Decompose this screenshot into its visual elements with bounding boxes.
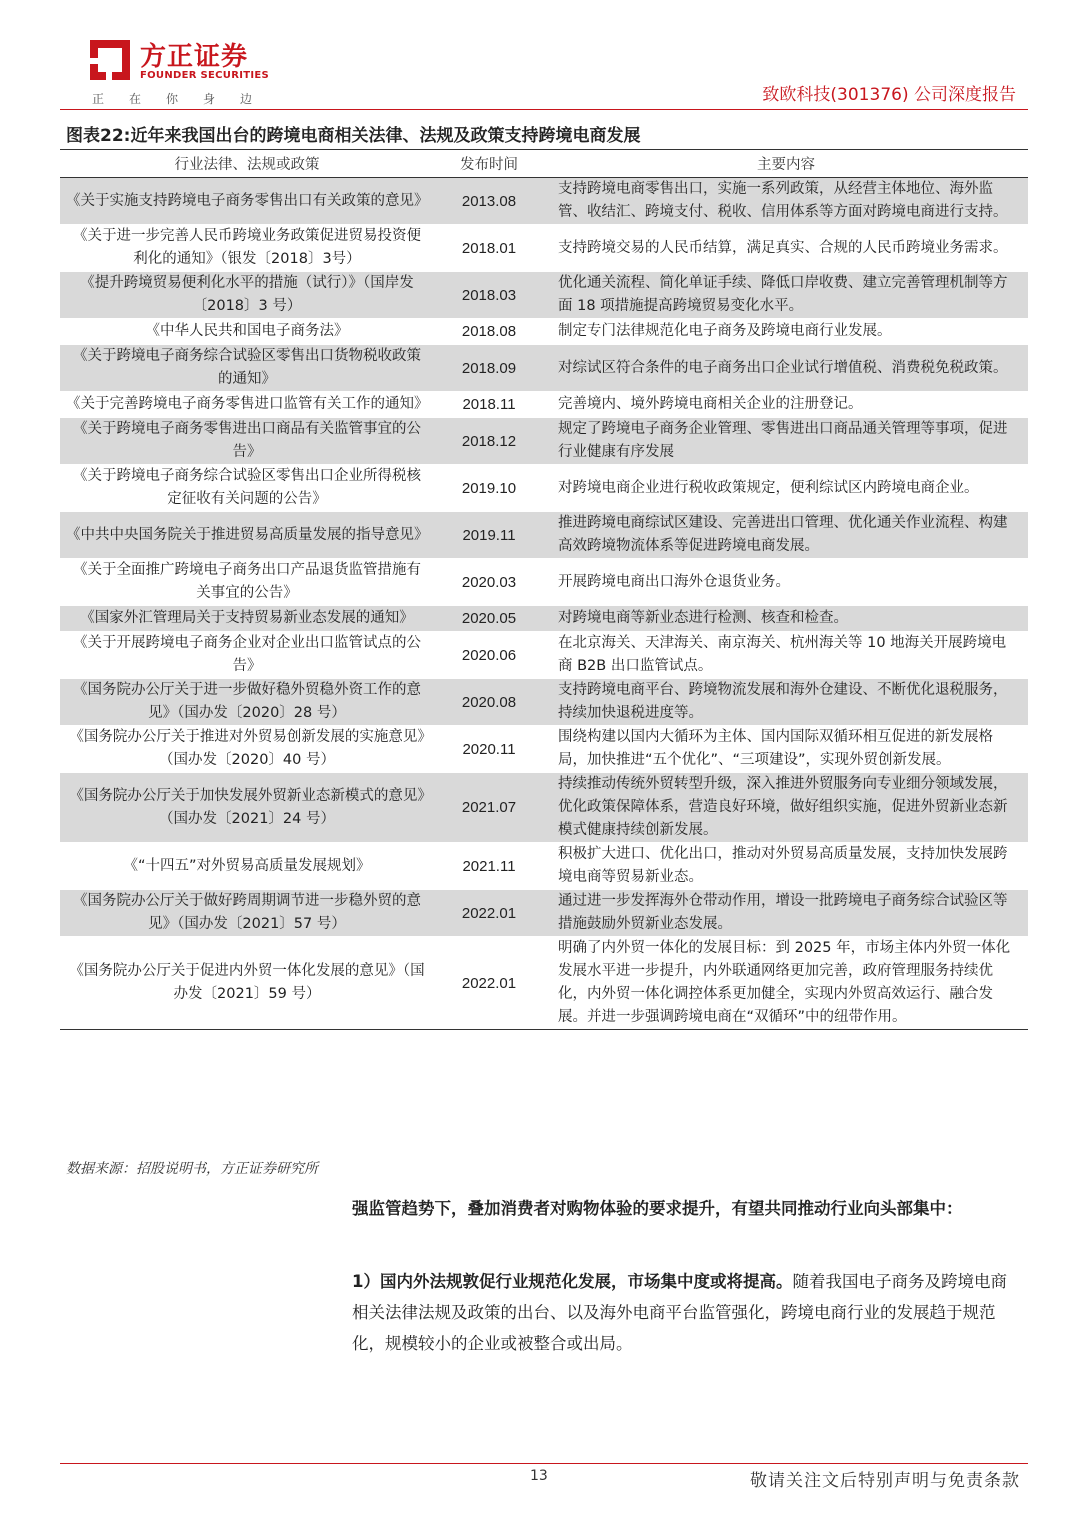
law-cell: 《“十四五”对外贸易高质量发展规划》 (60, 843, 434, 890)
table-row (60, 632, 1028, 679)
table-row (60, 843, 1028, 890)
column-header-content: 主要内容 (544, 150, 1028, 178)
content-cell: 通过进一步发挥海外仓带动作用，增设一批跨境电子商务综合试验区等措施鼓励外贸新业态发展。 (544, 890, 1028, 937)
law-cell: 《中华人民共和国电子商务法》 (60, 319, 434, 345)
brand-name-en: FOUNDER SECURITIES (140, 70, 270, 81)
table-row (60, 726, 1028, 773)
content-cell: 持续推动传统外贸转型升级，深入推进外贸服务向专业细分领域发展，优化政策保障体系，营造良好环境，做好组织实施，促进外贸新业态新模式健康持续创新发展。 (544, 773, 1028, 843)
law-cell: 《关于实施支持跨境电子商务零售出口有关政策的意见》 (60, 178, 434, 225)
summary-paragraph: 强监管趋势下，叠加消费者对购物体验的要求提升，有望共同推动行业向头部集中： (352, 1199, 963, 1218)
table-row (60, 512, 1028, 559)
date-cell: 2022.01 (434, 890, 544, 937)
content-cell: 规定了跨境电子商务企业管理、零售进出口商品通关管理等事项，促进行业健康有序发展 (544, 418, 1028, 465)
date-cell: 2020.03 (434, 559, 544, 606)
content-cell: 对跨境电商等新业态进行检测、核查和检查。 (544, 606, 1028, 632)
column-header-date: 发布时间 (434, 150, 544, 178)
date-cell: 2020.05 (434, 606, 544, 632)
content-cell: 明确了内外贸一体化的发展目标：到 2025 年，市场主体内外贸一体化发展水平进一步提升，内外联通网络更加完善，政府管理服务持续优化，内外贸一体化调控体系更加健全，实现内外贸高效运行、融合发展。并进一步强调跨境电商在“双循环”中的纽带作用。 (544, 937, 1028, 1030)
law-cell: 《关于开展跨境电子商务企业对企业出口监管试点的公告》 (60, 632, 434, 679)
law-cell: 《国务院办公厅关于进一步做好稳外贸稳外资工作的意见》（国办发〔2020〕28 号） (60, 679, 434, 726)
footer-divider (60, 1463, 1028, 1464)
date-cell: 2018.11 (434, 392, 544, 418)
law-cell: 《国家外汇管理局关于支持贸易新业态发展的通知》 (60, 606, 434, 632)
table-row (60, 465, 1028, 512)
law-cell: 《提升跨境贸易便利化水平的措施（试行）》（国岸发〔2018〕3 号） (60, 272, 434, 319)
content-cell: 对综试区符合条件的电子商务出口企业试行增值税、消费税免税政策。 (544, 345, 1028, 392)
figure-title: 图表22:近年来我国出台的跨境电商相关法律、法规及政策支持跨境电商发展 (66, 126, 641, 146)
date-cell: 2019.10 (434, 465, 544, 512)
date-cell: 2018.09 (434, 345, 544, 392)
table-row (60, 272, 1028, 319)
point-1-text: 随着我国电子商务及跨境电商相关法律法规及政策的出台、以及海外电商平台监管强化，跨境电商行业的发展趋于规范化，规模较小的企业或被整合或出局。 (352, 1272, 1007, 1353)
date-cell: 2018.12 (434, 418, 544, 465)
law-cell: 《关于跨境电子商务综合试验区零售出口企业所得税核定征收有关问题的公告》 (60, 465, 434, 512)
date-cell: 2020.06 (434, 632, 544, 679)
table-row (60, 319, 1028, 345)
content-cell: 在北京海关、天津海关、南京海关、杭州海关等 10 地海关开展跨境电商 B2B 出口监管试点。 (544, 632, 1028, 679)
disclaimer-note: 敬请关注文后特别声明与免责条款 (750, 1471, 1020, 1491)
content-cell: 支持跨境交易的人民币结算，满足真实、合规的人民币跨境业务需求。 (544, 225, 1028, 272)
content-cell: 对跨境电商企业进行税收政策规定，便利综试区内跨境电商企业。 (544, 465, 1028, 512)
page-header (0, 0, 1080, 120)
content-cell: 优化通关流程、简化单证手续、降低口岸收费、建立完善管理机制等方面 18 项措施提高跨境贸易变化水平。 (544, 272, 1028, 319)
content-cell: 围绕构建以国内大循环为主体、国内国际双循环相互促进的新发展格局，加快推进“五个优化”、“三项建设”，实现外贸创新发展。 (544, 726, 1028, 773)
table-row (60, 606, 1028, 632)
table-row (60, 890, 1028, 937)
column-header-law: 行业法律、法规或政策 (60, 150, 434, 178)
brand-slogan: 正在你身边 (92, 92, 278, 106)
table-row (60, 679, 1028, 726)
page-number: 13 (530, 1468, 548, 1484)
table-row (60, 937, 1028, 1030)
date-cell: 2018.01 (434, 225, 544, 272)
data-source-note: 数据来源：招股说明书，方正证券研究所 (66, 1161, 318, 1177)
policy-table (60, 149, 1028, 1030)
table-row (60, 225, 1028, 272)
law-cell: 《关于完善跨境电子商务零售进口监管有关工作的通知》 (60, 392, 434, 418)
content-cell: 积极扩大进口、优化出口，推动对外贸易高质量发展，支持加快发展跨境电商等贸易新业态。 (544, 843, 1028, 890)
law-cell: 《关于全面推广跨境电子商务出口产品退货监管措施有关事宜的公告》 (60, 559, 434, 606)
content-cell: 支持跨境电商零售出口，实施一系列政策，从经营主体地位、海外监管、收结汇、跨境支付、税收、信用体系等方面对跨境电商进行支持。 (544, 178, 1028, 225)
date-cell: 2020.11 (434, 726, 544, 773)
table-row (60, 559, 1028, 606)
date-cell: 2018.03 (434, 272, 544, 319)
law-cell: 《关于跨境电子商务零售进出口商品有关监管事宜的公告》 (60, 418, 434, 465)
content-cell: 开展跨境电商出口海外仓退货业务。 (544, 559, 1028, 606)
law-cell: 《国务院办公厅关于促进内外贸一体化发展的意见》（国办发〔2021〕59 号） (60, 937, 434, 1030)
date-cell: 2020.08 (434, 679, 544, 726)
date-cell: 2018.08 (434, 319, 544, 345)
date-cell: 2021.11 (434, 843, 544, 890)
content-cell: 完善境内、境外跨境电商相关企业的注册登记。 (544, 392, 1028, 418)
founder-logo-icon (88, 38, 132, 82)
law-cell: 《国务院办公厅关于做好跨周期调节进一步稳外贸的意见》（国办发〔2021〕57 号） (60, 890, 434, 937)
header-divider (60, 109, 1028, 110)
table-row (60, 773, 1028, 843)
law-cell: 《国务院办公厅关于推进对外贸易创新发展的实施意见》（国办发〔2020〕40 号） (60, 726, 434, 773)
law-cell: 《关于跨境电子商务综合试验区零售出口货物税收政策的通知》 (60, 345, 434, 392)
date-cell: 2019.11 (434, 512, 544, 559)
point-1-paragraph (352, 1266, 1020, 1359)
point-1-heading: 1）国内外法规敦促行业规范化发展，市场集中度或将提高。 (352, 1272, 793, 1291)
report-title: 致欧科技(301376) 公司深度报告 (762, 85, 1016, 105)
content-cell: 推进跨境电商综试区建设、完善进出口管理、优化通关作业流程、构建高效跨境物流体系等促进跨境电商发展。 (544, 512, 1028, 559)
date-cell: 2022.01 (434, 937, 544, 1030)
table-row (60, 392, 1028, 418)
content-cell: 支持跨境电商平台、跨境物流发展和海外仓建设、不断优化退税服务，持续加快退税进度等。 (544, 679, 1028, 726)
table-header-row (60, 150, 1028, 178)
law-cell: 《国务院办公厅关于加快发展外贸新业态新模式的意见》（国办发〔2021〕24 号） (60, 773, 434, 843)
brand-name-cn: 方正证券 (140, 42, 249, 72)
table-row (60, 345, 1028, 392)
table-row (60, 178, 1028, 225)
table-row (60, 418, 1028, 465)
law-cell: 《中共中央国务院关于推进贸易高质量发展的指导意见》 (60, 512, 434, 559)
date-cell: 2013.08 (434, 178, 544, 225)
content-cell: 制定专门法律规范化电子商务及跨境电商行业发展。 (544, 319, 1028, 345)
law-cell: 《关于进一步完善人民币跨境业务政策促进贸易投资便利化的通知》（银发〔2018〕3号） (60, 225, 434, 272)
date-cell: 2021.07 (434, 773, 544, 843)
